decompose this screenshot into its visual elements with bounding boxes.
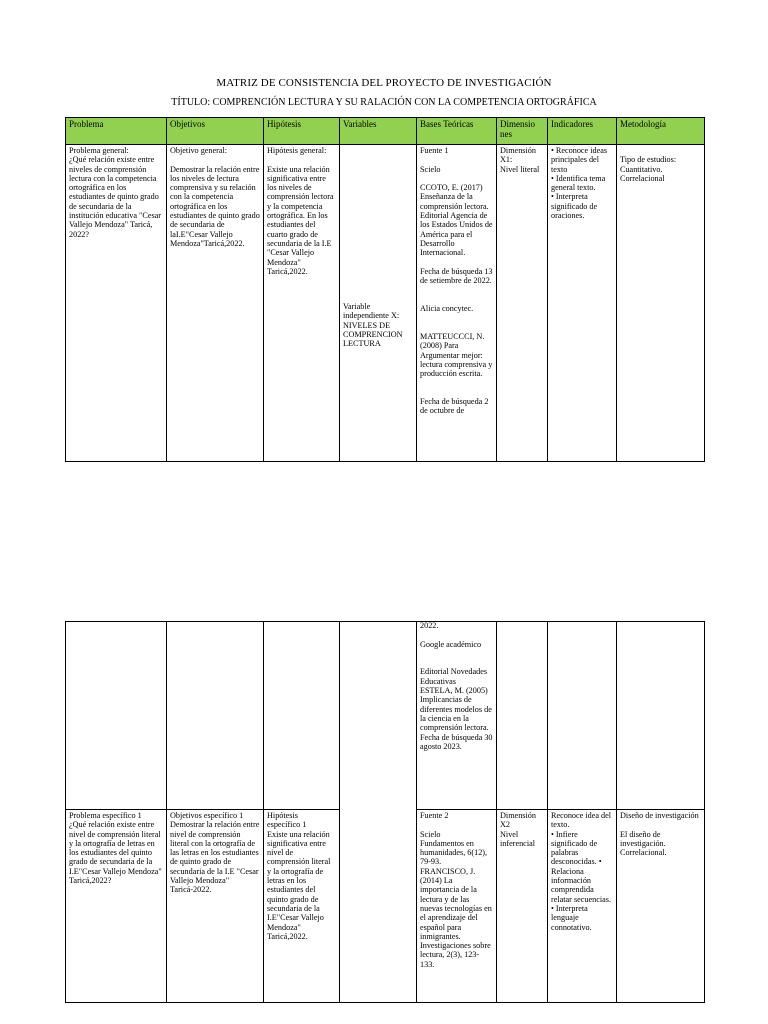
hipotesis-general-text: Hipótesis general: Existe una relación significativa entre los niveles de comprensión lectora y la competencia ortográfica. En los estudiantes del cuarto grado de secundaria de la I.E "Cesar Vallejo Mendoza" Taricá,2022. xyxy=(267,146,334,276)
cell-dimensiones xyxy=(497,145,548,462)
document-subtitle: TÍTULO: COMPRENCIÓN LECTURA Y SU RALACIÓN CON LA COMPETENCIA ORTOGRÁFICA xyxy=(171,97,597,108)
header-dimensiones: Dimensio nes xyxy=(497,118,548,145)
objetivo-general-text: Objetivo general: Demostrar la relación entre los niveles de lectura comprensiva y su relación con la competencia ortográfica en los estudiantes de quinto grado de secundaria de laI.E"Cesar Vallejo Mendoza"Taricá,2022. xyxy=(170,146,260,248)
header-problema: Problema xyxy=(66,118,167,145)
bases-teoricas-text: Fuente 1 Scielo CCOTO, E. (2017) Enseñanza de la comprensión lectora. Editorial Agencia de los Estados Unidos de América para el Desarrollo Internacional. Fecha de búsqueda 13 de setiembre de 2022. Alicia concytec. MATTEUCCCI, N. (2008) Para Argumentar mejor: lectura comprensiva y producción escrita. Fecha de búsqueda 2 de octubre de xyxy=(420,146,493,416)
problema-especifico-1-text: Problema específico 1 ¿Qué relación existe entre nivel de comprensión literal y la ortografía de letras en los estudiantes del quinto grado de secundaria de la I.E"Cesar Vallejo Mendoza" Taricá,2022? xyxy=(69,811,162,886)
cell-bases xyxy=(417,622,497,810)
table-row xyxy=(66,145,705,462)
document-title: MATRIZ DE CONSISTENCIA DEL PROYECTO DE INVESTIGACIÓN xyxy=(216,77,552,89)
objetivo-especifico-1-text: Objetivos específico 1 Demostrar la relación entre nivel de comprensión literal con la ortografía de las letras en los estudiantes de quinto grado de secundaria de la I.E "Cesar Vallejo Mendoza" Taricá-2022. xyxy=(170,811,260,895)
consistency-matrix-page1 xyxy=(65,117,705,462)
cell-empty xyxy=(617,622,705,810)
indicadores-x2-text: Reconoce idea del texto. • Infiere significado de palabras desconocidas. • Relaciona información comprendida relatar secuencias. • Interpreta lenguaje connotativo. xyxy=(551,811,612,932)
bases-teoricas-continued-text: 2022. Google académico Editorial Novedades Educativas ESTELA, M. (2005) Implicancias de diferentes modelos de la ciencia en la comprensión lectora. Fecha de búsqueda 30 agosto 2023. xyxy=(420,621,493,751)
cell-indicadores xyxy=(548,810,617,1003)
header-metodologia: Metodología xyxy=(617,118,705,145)
cell-bases xyxy=(417,145,497,462)
cell-objetivos xyxy=(167,145,264,462)
metodologia-text: Tipo de estudios: Cuantitativo. Correlacional xyxy=(620,155,677,183)
header-bases-teoricas: Bases Teóricas xyxy=(417,118,497,145)
cell-empty xyxy=(66,622,167,810)
bases-teoricas-fuente2-text: Fuente 2 Scielo Fundamentos en humanidades, 6(12), 79-93. FRANCISCO, J. (2014) La importancia de la lectura y de las nuevas tecnologías en el aprendizaje del español para inmigrantes. Investigaciones sobre lectura, 2(3), 123-133. xyxy=(420,811,492,969)
cell-objetivos xyxy=(167,810,264,1003)
cell-variables-continued xyxy=(340,622,417,1003)
cell-metodologia xyxy=(617,810,705,1003)
cell-problema xyxy=(66,810,167,1003)
indicadores-text: • Reconoce ideas principales del texto • Identifica tema general texto. • Interpreta significado de oraciones. xyxy=(551,146,608,221)
header-hipotesis: Hipótesis xyxy=(264,118,340,145)
diseno-investigacion-text: Diseño de investigación El diseño de investigación. Correlacional. xyxy=(620,811,699,858)
problema-general-text: Problema general: ¿Qué relación existe entre niveles de comprensión lectura con la competencia ortográfica en los estudiantes de quinto grado de secundaria de la institución educativa "Cesar Vallejo Mendoza" Taricá, 2022? xyxy=(69,146,162,239)
dimension-x2-text: Dimensión X2 Nivel inferencial xyxy=(500,811,536,848)
cell-empty xyxy=(264,622,340,810)
cell-metodologia xyxy=(617,145,705,462)
cell-hipotesis xyxy=(264,810,340,1003)
header-objetivos: Objetivos xyxy=(167,118,264,145)
header-indicadores: Indicadores xyxy=(548,118,617,145)
cell-variables xyxy=(340,145,417,462)
cell-dimensiones xyxy=(497,810,548,1003)
cell-empty xyxy=(167,622,264,810)
cell-indicadores xyxy=(548,145,617,462)
variables-text: Variable independiente X: NIVELES DE COMPRENCION LECTURA xyxy=(343,302,403,349)
cell-empty xyxy=(548,622,617,810)
consistency-matrix-page2 xyxy=(65,621,705,1003)
cell-hipotesis xyxy=(264,145,340,462)
dimension-x1-text: Dimensión X1: Nivel literal xyxy=(500,146,540,174)
header-variables: Variables xyxy=(340,118,417,145)
cell-bases xyxy=(417,810,497,1003)
table-row xyxy=(66,622,705,810)
header-row xyxy=(66,118,705,145)
cell-empty xyxy=(497,622,548,810)
cell-problema xyxy=(66,145,167,462)
hipotesis-especifico-1-text: Hipótesis específico 1 Existe una relación significativa entre nivel de comprensión literal y la ortografía de letras en los estudiantes del quinto grado de secundaria de la I.E"Cesar Vallejo Mendoza" Taricá,2022. xyxy=(267,811,331,941)
